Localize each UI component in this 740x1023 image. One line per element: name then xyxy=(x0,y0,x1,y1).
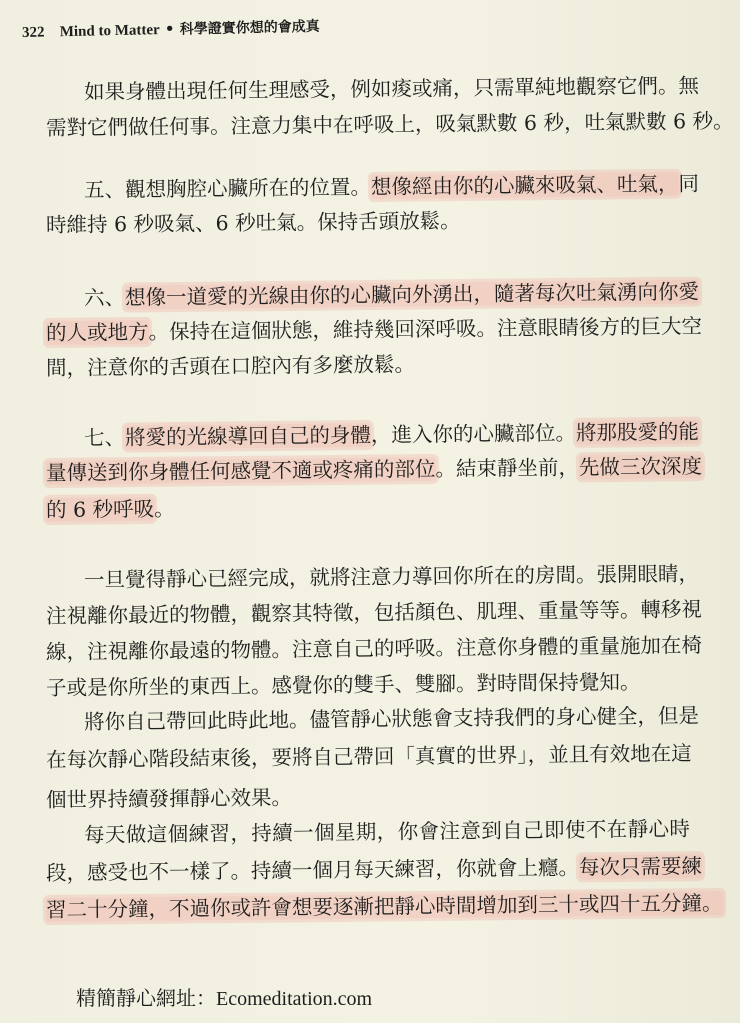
paragraph-7-line xyxy=(84,814,690,850)
paragraph-7-line xyxy=(45,851,703,888)
paragraph-6-line xyxy=(46,738,690,775)
text-segment: 六、 xyxy=(83,285,126,310)
paragraph-3-line xyxy=(83,277,700,313)
paragraph-5-line xyxy=(83,559,700,595)
paragraph-5-line xyxy=(45,594,703,631)
footer-label: 精簡靜心網址： xyxy=(76,986,216,1010)
page-number: 322 xyxy=(21,24,45,41)
text-segment: 線，注視離你最遠的物體。注意自己的呼吸。注意你身體的重量施加在椅 xyxy=(45,633,703,664)
text-segment: 個世界持續發揮靜心效果。 xyxy=(45,785,293,812)
text-segment: 需對它們做任何事。注意力集中在呼吸上，吸氣默數 6 秒，吐氣默數 6 秒。 xyxy=(45,108,734,140)
text-segment: 。結束靜坐前， xyxy=(435,455,580,481)
text-segment: 時維持 6 秒吸氣、6 秒吐氣。保持舌頭放鬆。 xyxy=(45,208,461,237)
highlighted-text: 的人或地方 xyxy=(45,319,149,345)
highlighted-text: 的 6 秒呼吸 xyxy=(45,496,155,522)
paragraph-5-line xyxy=(45,630,703,667)
text-segment: 七、 xyxy=(83,425,126,450)
text-segment: 每天做這個練習，持續一個星期，你會注意到自己即使不在靜心時 xyxy=(83,816,691,847)
text-segment: 子或是你所坐的東西上。感覺你的雙手、雙腳。對時間保持覺知。 xyxy=(45,669,641,700)
paragraph-4-line xyxy=(83,417,700,453)
paragraph-2-line xyxy=(83,169,700,205)
text-segment: ，進入你的心臟部位。 xyxy=(370,420,577,447)
paragraph-1-line xyxy=(83,71,700,107)
paragraph-2-line xyxy=(46,203,690,240)
text-segment: 將你自己帶回此時此地。儘管靜心狀態會支持我們的身心健全，但是 xyxy=(83,703,700,734)
paragraph-4-line xyxy=(45,451,703,488)
running-header xyxy=(22,16,320,42)
text-segment: 五、觀想胸腔心臟所在的位置。 xyxy=(83,174,372,202)
paragraph-1-line xyxy=(45,106,734,143)
paragraph-5-line xyxy=(46,666,690,703)
highlighted-text: 將愛的光線導回自己的身體 xyxy=(124,422,372,450)
text-segment: 段，感受也不一樣了。持續一個月每天練習，你就會上癮。 xyxy=(45,855,580,885)
highlighted-text: 習二十分鐘，不過你或許會想要逐漸把靜心時間增加到三十或四十五分鐘。 xyxy=(45,890,723,922)
paragraph-3-line xyxy=(46,346,690,383)
highlighted-text: 想像經由你的心臟來吸氣、吐氣， xyxy=(370,171,679,199)
text-segment: 間，注意你的舌頭在口腔內有多麼放鬆。 xyxy=(45,352,416,380)
book-subtitle: 科學證實你想的會成真 xyxy=(179,18,320,38)
highlighted-text: 先做三次深度 xyxy=(578,454,703,480)
highlighted-text: 每次只需要練 xyxy=(578,854,703,880)
text-segment: 如果身體出現任何生理感受，例如痠或痛，只需單純地觀察它們。無 xyxy=(83,73,700,104)
paragraph-6-line xyxy=(83,701,700,737)
text-segment: 在每次靜心階段結束後，要將自己帶回「真實的世界」，並且有效地在這 xyxy=(45,741,692,772)
paragraph-6-line xyxy=(46,778,690,815)
header-separator: • xyxy=(164,19,175,39)
footer-url: Ecomeditation.com xyxy=(216,988,373,1010)
paragraph-3-line xyxy=(45,311,703,348)
highlighted-text: 想像一道愛的光線由你的心臟向外湧出，隨著每次吐氣湧向你愛 xyxy=(124,279,700,310)
footer-note xyxy=(76,982,372,1011)
paragraph-7-line xyxy=(45,888,723,925)
text-segment: 。 xyxy=(153,496,175,521)
paragraph-4-line xyxy=(46,488,690,525)
text-segment: 。保持在這個狀態，維持幾回深呼吸。注意眼睛後方的巨大空 xyxy=(148,314,703,344)
highlighted-text: 將那股愛的能 xyxy=(575,419,700,445)
highlighted-text: 量傳送到你身體任何感覺不適或疼痛的部位 xyxy=(45,456,436,485)
text-segment: 一旦覺得靜心已經完成，就將注意力導回你所在的房間。張開眼睛， xyxy=(83,561,700,592)
book-title: Mind to Matter xyxy=(59,22,160,41)
text-segment: 同 xyxy=(678,171,700,196)
text-segment: 注視離你最近的物體，觀察其特徵，包括顏色、肌理、重量等等。轉移視 xyxy=(45,597,703,628)
